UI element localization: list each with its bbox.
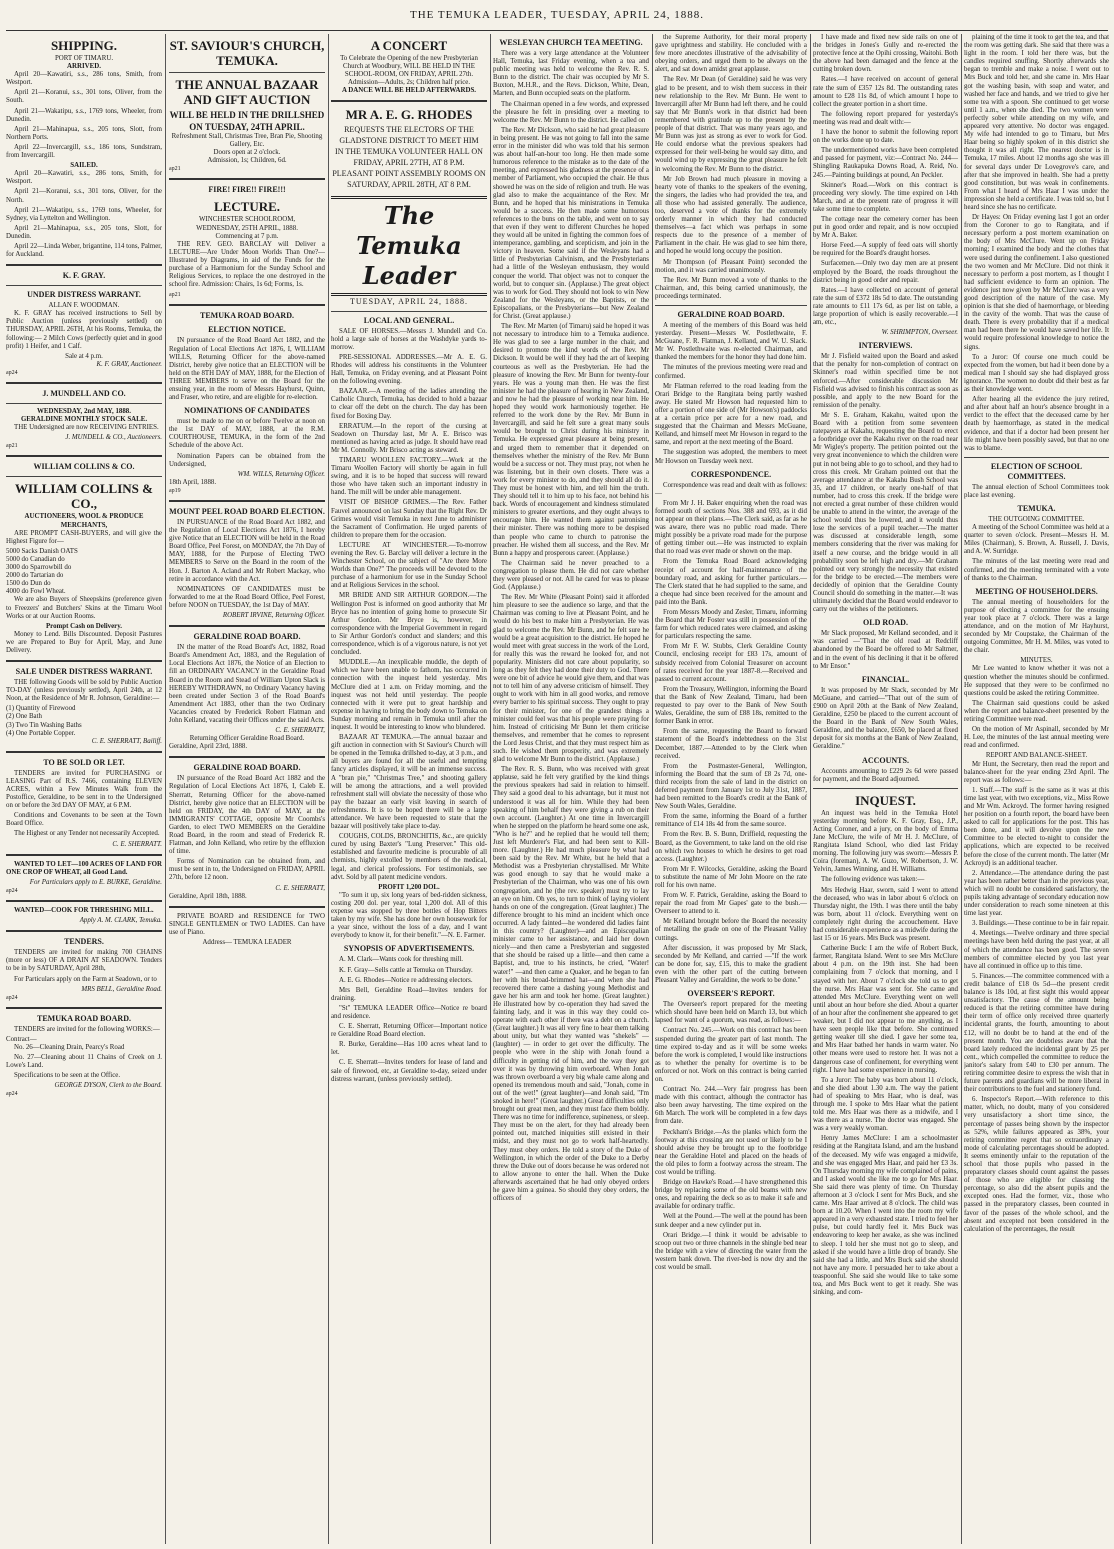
money-to-lend: Money to Lend. Bills Discounted. Deposit Pastures we are Prepared to Buy for April, May, and June Delivery. <box>6 630 162 654</box>
article-paragraph: The Rev. R. S. Bunn, who was received with great applause, said he felt very gratified by the kind things the previous speakers had said in relation to himself. They said a good deal to his advantage, but it must not understood it was all for him. While they had been speaking of him behalf they were giving a rub on their own account. (Laughter.) At one time in Invercargill when he stepped on the platform he heard some one ask, "Who is he?" and he replied that he would tell them; Just left Murderer's Flat, and had been sent to Kill-more. (Laughter.) He had much pleasure by what had been said by the Rev. Mr White, but he held that a Methodist was a Presbyterian chrystallised. Mr White was good enough to say that he would make a Presbyterian of the Chairman, who was one of his own congregation, and he (the rev. speaker) must try to lay an eye on him. Oh yes, to turn to think of laying violent hands on one of the congregation. (Great laughter.) The difference brought to his mind an incident which once occurred. A lady fainted—he wondered did ladies faint in this country? (Laughter)—and an Episcopalian minister came to her assistance, and laid her down nicely—and then came a Presbyterian and suggested that she should be raised up a little—and then came a Baptist, and, true to his instincts, he cried, "Water! water!" —and then came a Quaker, and he began to fan her with his broad-brimmed hat—and when she had recovered there came a dashing young Methodist and gave her his arm and took her home. (Great laughter.) He illustrated how by co-operation they had saved the fainting lady, and it was in this way they could co-operate with each other if there was a debt on a church. (Great laughter.) It was all very fine to hear them talking about unity, but what they wanted was "shekels" — (laughter) — in order to get over the difficulty. The people who were in the ship with Jonah found a difficulty in getting rid of him, and the way they got over it was by throwing him overboard. When Jonah was thrown overboard a very big whale came along and opened its tremendous mouth and said, "Jonah, come in out of the wet!" (great laughter)—and Jonah said, "I'm snoked in here!" (Great laughter.) Great difficulties only brought out great men, and they must face them boldly. There was no time for indifference, supineness, or sleep. They must be on the alert, for they had already been pointed out, matched iniquities still existed in their midst, and they must not go to work half-heartedly. They must obey orders. He told a story of the Duke of Wellington, in which the order of the Duke to a Derby threw the Duke out of doors because he was ordered not to allow anyone to enter the hall. When the Duke afterwards ascertained that he had only obeyed orders he gave him a guinea. So should they obey orders, the officers of <box>493 766 649 1203</box>
article-paragraph: The following report prepared for yesterday's meeting was read and dealt with:— <box>813 110 958 126</box>
article-paragraph: Henry James McClure: I am a schoolmaster residing at the Rangitata Island, and am the husband of the deceased. My wife was engaged a midwife, and she was engaged Mrs Haar, and paid her £3 3s. On Thursday morning my wife complained of pains, and I asked would she like me to go for Mrs Haar. She said there was plenty of time. On Thursday afternoon at 3 o'clock I sent for Mrs Buck, and she came. Mrs Haar arrived at 8 o'clock. The child was born at 10.20. When I went into the room my wife appeared in a very exhausted state. I tried to feel her pulse, but could hardly feel it. Mrs Buck was endeavoring to keep her awake, as she was inclined to sleep. I told her she must not go to sleep, and asked if she would have a little drop of brandy. She said she had a little, and Mrs Buck said she should not have any more. I persuaded her to take about a teaspoonful. She said she would like to take some tea, and Mrs Buck went to get it ready. She was sinking, and com- <box>813 1135 958 1297</box>
election-board: TEMUKA ROAD BOARD. <box>199 311 294 321</box>
article-paragraph: An inquest was held in the Temuka Hotel yesterday morning before K. F. Gray, Esq., J.P., Acting Coroner, and a jury, on the body of Emma Jane McClure, the wife of Mr H. J. McClure, of Rangitata Island School, who died last Friday morning. The following jury was sworn:—Messrs P. Coira (foreman), A. W. Guzo, W. Robertson, J. W. Yelvin, James Winning, and H. Williams. <box>813 809 958 874</box>
collins-item: 1500 do Dun do <box>6 580 51 588</box>
distress2-heading: SALE UNDER DISTRESS WARRANT. <box>15 667 153 677</box>
synopsis-list <box>331 956 487 1083</box>
article-paragraph: From the Rev. B. S. Bunn, Driffield, requesting the Board, as the Government, to take land on the old rise on which two houses to which he desires to get road access. (Laughter.) <box>655 831 807 863</box>
divider <box>6 285 162 286</box>
lecture-body: THE REV. GEO. BARCLAY will Deliver a LECTURE—Are Under Moon Worlds Than One?—Illustrated by Diagrams, in aid of the Funds for the purchase of a Harmonium for the Sunday School and Religious Services, to replace the one destroyed in the school fire. Admission: Chairs, 1s 6d; Forms, 1s. <box>169 240 325 289</box>
rhodes-place: IN THE TEMUKA VOLUNTEER HALL ON FRIDAY, APRIL 27TH, AT 8 P.M. <box>335 147 483 168</box>
distress2-item: (1) Quantity of Firewood <box>6 705 76 713</box>
article-paragraph: The Rev. Mr Dickson, who said he had great pleasure in being present. He was not going to fall into the same error in the minister did who was told that his sermon was about half-an-hour too long. He then made some humorous reference to the mistake as to the date of the meeting, and expressed his gladness at the presence of a member of Parliament, who occupied the chair. He thus showed he was on the side of religion and truth. He was glad also to make the acquaintance of the Rev. Mr Bunn, and he hoped that his ministrations in Temuka would be a success. He then made some humorous references to the buns on the table, and went on to say that even if they went to different Churches he hoped they would all be united in fighting the common foes of intemperance, gambling, and scepticism, and join in the victory in heaven. Some said if the Wesleyans had a little of Presbyterian Calvinism, and the Presbyterians had a little of the Wesleyan enthusiasm, they would conquer the world. That object was not to conquer the world, but to conquer sin. (Applause.) The great object was to work for God. They should not look to win New Zealand for the Wesleyans, or the Baptists, or the Episcopalians, or the Presbyterians—but New Zealand for Christ. (Great applause.) <box>493 126 649 320</box>
collins-item: 2000 do Tartarian do <box>6 572 64 580</box>
geraldine2-date: Geraldine, April 18th, 1888. <box>169 892 247 900</box>
divider <box>6 382 162 384</box>
column-divider <box>490 34 491 1544</box>
port-heading: PORT OF TIMARU. <box>54 55 114 62</box>
news-paragraph: MUDDLE.—An inexplicable muddle, the depth of which we have been unable to fathom, has occurred in connection with the inquest held yesterday. Mrs McClure died at 1 a.m. on Friday morning, and the inquest was not held until yesterday. The people connected with it were put to great hardship and expense in having to bring the body down to Temuka on Sunday morning and remain in Temuka until after the inquest. It would be interesting to know who blundered. <box>331 659 487 731</box>
election-heading: ELECTION OF SCHOOL COMMITTEES. <box>990 461 1083 481</box>
article-paragraph: A meeting of the School Committee was held at a quarter to seven o'clock. Present—Messrs H. M. Miles (Chairman), S. Brown, A. Russell, J. Davis, and A. W. Surridge. <box>964 524 1109 556</box>
lecture-heading: LECTURE. <box>213 199 281 215</box>
article-paragraph: Contract No. 245.—Work on this contract has been suspended during the greater part of last month. The time expired to-day and as it will be some weeks before the work is completed, I would like instructions as to whether the penalty for overtime is to be enforced or not. Work on this contract is being carried on. <box>655 1027 807 1083</box>
lecture-date: WEDNESDAY, 25TH APRIL, 1888. <box>196 224 298 232</box>
article-paragraph: From Mr J. H. Baker enquiring when the road was formed south of sections Nos. 388 and 693, as it did not appear on their plans.—The Clerk said, as far as he was aware, there was no public road made. There might possibly be a private road made for the purpose of getting timber out.—He was instructed to explain that no road was ever made or shown on the map. <box>655 499 807 556</box>
article-paragraph: The Rev. Mr White (Pleasant Point) said it afforded him pleasure to see the audience so large, and that the Chairman was coming to live at Pleasant Point, and he would do his best to make him a Presbyterian. He was glad to welcome the Rev. Mr Bunn, and he felt sure he would be a great acquisition to the district. He hoped he would meet with great success in the work of the Lord, for really this was the reward he looked for, and not popularity. Ministers did not care about popularity, so long as they felt they had done their duty to God. There were one bit of advice he would give them, and that was not to tell him of any adverse criticism of himself. They ought to work with him in all good works, and remove every barrier to his spiritual success. They ought to pray for their minister, for one of the grandest things a minister could feel was that his people were praying for him. Instead of criticising Mr Bunn let them criticise themselves, and remember that he comes to represent the Lord Jesus Christ, and that they must respect him as such. He wished them prosperity, and was extremely glad to welcome Mr Bunn to the district. (Applause.) <box>493 594 649 764</box>
article-paragraph: Peckham's Bridge.—As the planks which form the footway at this crossing are not used or likely to be I should advise they be brought up to the footbridge near the Geraldine Hotel and placed on the heads of the old piles to form a footway across the stream. The cost would be trifling. <box>655 1128 807 1176</box>
pleasant-point: PLEASANT POINT ASSEMBLY ROOMS ON SATURDAY, APRIL 28TH, AT 8 P.M. <box>332 169 486 190</box>
gray-signature: K. F. GRAY, Auctioneer. <box>96 360 162 368</box>
article-paragraph: A meeting of the members of this Board was held yesterday. Present—Messrs W. Postlethwaite, F. McGuane, F. R. Flatman, J. Kelland, and W. U. Slack. Mr W. Postlethwaite was re-elected Chairman, and thanked the members for the honor they had done him. <box>655 322 807 362</box>
peel-heading: MOUNT PEEL ROAD BOARD ELECTION. <box>169 507 325 516</box>
news-paragraph: ERRATUM.—In the report of the cursing at Seadown on Thursday last, Mr A. E. Brisco was mentioned as having acted as judge. It should have read Mr M. Connolly. Mr Brisco acting as steward. <box>331 422 487 454</box>
article-paragraph: Rates.—I have collected on account of general rate the sum of £372 18s 5d to date. The outstanding rate amounts to £11 17s 6d, as per list on table, a large proportion of which is easily recoverable.—I am, etc., <box>813 286 958 327</box>
divider <box>169 906 325 908</box>
article-paragraph: The minutes of the previous meeting were read and confirmed. <box>655 364 807 380</box>
concert-heading: A CONCERT <box>370 38 448 53</box>
sherratt-office: Returning Officer Geraldine Road Board. <box>189 735 305 743</box>
geraldine-board-heading: GERALDINE ROAD BOARD. <box>193 632 301 642</box>
distress2-item: (3) Two Tin Washing Baths <box>6 721 82 729</box>
divider <box>6 854 162 856</box>
news-paragraph: "To sum it up, six long years of bed-ridden sickness, costing 200 dol. per year, total 1,200 dol. All of this expense was stopped by three bottles of Hop Bitters taken by my wife. She has done her own housework for a year since, without the loss of a day, and I want everybody to know it, for their benefit."—N. E. Farmer. <box>331 891 487 940</box>
wanted-let-apply: For Particulars apply to E. BURKE, Geraldine. <box>29 878 162 886</box>
collins-skins: We are also Buyers of Sheepskins (preference given to Freezers' and Butchers' Skins at the Timaru Wool Works or at our Auction Rooms. <box>6 596 162 620</box>
ad-code: ap24 <box>6 369 18 376</box>
lecture-place: WINCHESTER SCHOOLROOM, <box>198 216 296 224</box>
column-2-notices <box>169 34 325 1544</box>
divider <box>331 311 487 312</box>
article-paragraph: The Rev. Mr Bunn moved a vote of thanks to the Chairman, and, this being carried unanimously, the proceedings terminated. <box>655 276 807 300</box>
divider <box>813 788 958 789</box>
divider <box>169 72 325 73</box>
private-address: Address— TEMUKA LEADER <box>202 939 292 947</box>
mundell-date: WEDNESDAY, 2nd MAY, 1888. <box>37 408 131 415</box>
arrival-item: April 22—Invercargill, s.s., 186 tons, Sundstram, from Invercargill. <box>6 143 162 160</box>
article-paragraph: Dr Hayes: On Friday evening last I got an order from the Coroner to go to Rangitata, and if necessary perform a post mortem examination on the body of Mrs McClure. Went up on Friday morning; I examined the body and the clothes that were used during the confinement. I also questioned the two women and Mr McClure. Did not think it necessary to perform a post mortem, as I thought I had sufficient evidence to form an opinion. The evidence just now given by Mr McClure was a very good description of the nature of the case. My opinion is that she died of haemorrhage, or bleeding in the cavity of the womb. That was the cause of death. There is every probability that if a medical man had been there he would have saved her life. It would require professional knowledge to notice the signs. <box>964 214 1109 351</box>
overseer-heading: OVERSEER'S REPORT. <box>687 989 775 999</box>
article-paragraph: 2. Attendance.—The attendance during the past year has been rather better than in the previous year, which will no doubt be considered satisfactory, the pupils taking advantage of secondary education now under consideration to reach some nineteen at this time last year. <box>964 869 1109 918</box>
divider <box>6 455 162 457</box>
synopsis-item: A. M. Clark—Wants cook for threshing mill. <box>339 956 464 964</box>
bazaar-body: WILL BE HELD IN THE DRILLSHED ON TUESDAY, 24TH APRIL. <box>169 110 325 132</box>
ad-code: ap21 <box>169 166 181 173</box>
bazaar-stalls: Refreshment Stall, Christmas Tree, Bran Pie, Shooting Gallery, Etc. <box>171 133 323 149</box>
divider <box>6 930 162 932</box>
article-paragraph: Bridge on Hawke's Road.—I have strengthened this bridge by replacing some of the old beams with new ones, and repairing the deck so as to make it safe and available for ordinary traffic. <box>655 1179 807 1211</box>
geraldine-body: IN the matter of the Road Board's Act, 1882, Road Board's Amendment Act, 1883, and the Regulation of Local Elections Act 1876, the Notice of an Election to fill an ORDINARY VACANCY in the Geraldine Road Board in the Room and Stead of William Upton Slack is HEREBY WITHDRAWN, no Ordinary Vacancy having been created under Section 3 of the Road Board's Amendment Act 1883, other than the two Ordinary Vacancies created by Frederick Robert Flatman and John Kelland, vacating their Offices under the said Acts. <box>169 644 325 724</box>
article-paragraph: From W. F. Patrick, Geraldine, asking the Board to repair the road from Mr Gapes' gate to the bush.—Overseer to attend to it. <box>655 892 807 916</box>
divider <box>6 900 162 902</box>
news-paragraph: BAZAAR.—A meeting of the ladies attending the Catholic Church, Temuka, has decided to hold a bazaar to clear off the debt on the church. The day has been fixed for Boxing Day. <box>331 388 487 420</box>
arrival-item: April 21—Mahinapua, s.s., 205 tons, Slott, from Northern Ports. <box>6 125 162 141</box>
synopsis-item: K. F. Gray—Sells cattle at Temuka on Thursday. <box>339 966 473 974</box>
sailed-heading: SAILED. <box>70 162 98 170</box>
nominations-papers: Nomination Papers can be obtained from the Undersigned, <box>169 452 325 468</box>
sailing-item: April 21—Wakatipu, s.s., 1769 tons, Wheeler, for Sydney, via Lyttelton and Wellington. <box>6 206 162 222</box>
collins-body: ARE PROMPT CASH-BUYERS, and will give the Highest Figure for— <box>6 529 162 545</box>
news-paragraph: SALE OF HORSES.—Messrs J. Mundell and Co. hold a large sale of horses at the Washdyke yards to-morrow. <box>331 327 487 351</box>
concert-dance: A DANCE WILL BE HELD AFTERWARDS. <box>341 87 477 95</box>
shrimpton-signature: W. SHRIMPTON, Overseer. <box>881 329 958 337</box>
article-paragraph: Surfacemen.—Only two day men are at present employed by the Board, the roads throughout the district being in good order and repair. <box>813 260 958 284</box>
ad-code: ap21 <box>6 443 18 450</box>
local-paragraphs <box>331 328 487 941</box>
sherratt-date: Geraldine, April 23rd, 1888. <box>169 743 248 751</box>
roadboard-signature: GEORGE DYSON, Clerk to the Board. <box>54 1082 162 1090</box>
roadboard-spec: Specifications to be seen at the Office. <box>14 1072 121 1080</box>
article-paragraph: The cottage near the cemetery corner has been put in good order and repair, and is now occupied by Mr A. Baker. <box>813 215 958 240</box>
divider <box>655 305 807 306</box>
tenders-more: For Particulars apply on the Farm at Seadown, or to <box>14 975 157 983</box>
article-paragraph: 4. Meetings.—Twelve ordinary and three special meetings have been held during the past year, at all of which the attendance has been good. The seven members of committee elected by you last year have all continued in office up to this time. <box>964 930 1109 970</box>
article-paragraph: The Chairman opened in a few words, and expressed the pleasure he felt in presiding over a meeting to welcome the Rev. Mr Bunn to the district. He called on <box>493 100 649 124</box>
article-paragraph: Correspondence was read and dealt with as follows:— <box>655 481 807 497</box>
sailing-item: April 21—Mahinapua, s.s., 205 tons, Slott, for Dunedin. <box>6 224 162 240</box>
gray-banner: K. F. GRAY. <box>62 271 106 281</box>
divider <box>331 100 487 102</box>
mundell-banner: J. MUNDELL AND CO. <box>42 389 126 398</box>
sailing-item: April 20—Kawatiri, s.s., 286 tons, Smith, for Westport. <box>6 170 162 186</box>
divider <box>6 476 162 477</box>
minutes-heading: MINUTES. <box>1020 657 1053 665</box>
article-paragraph: The Overseer's report prepared for the meeting which should have been held on March 13, but which lapsed for want of a quorum, was read, as follows:— <box>655 1001 807 1025</box>
divider <box>169 625 325 627</box>
distress2-signature: C. E. SHERRATT, Bailiff. <box>91 737 162 745</box>
roadboard-contract: Contract— <box>6 1035 37 1043</box>
tenders-body: TENDERS are invited for making 700 CHAINS (more or less) OF A DRAIN AT SEADOWN. Tenders to be in by SATURDAY, April 28th, <box>6 949 162 973</box>
top-rule <box>6 30 1108 31</box>
article-paragraph: The annual meeting of householders for the purpose of electing a committee for the ensuing year took place at 7 o'clock. There was a large attendance, and on the motion of Mr Hayhurst, seconded by Mr Coupstake, the Chairman of the outgoing Committee, Mr H. M. Miles, was voted to the chair. <box>964 598 1109 655</box>
article-paragraph: The annual election of School Committees took place last evening. <box>964 483 1109 499</box>
cook-apply: Apply A. M. CLARK, Temuka. <box>79 917 162 925</box>
irvine-signature: ROBERT IRVINE, Returning Officer. <box>222 612 325 620</box>
collins-item: 5000 do Canadian do <box>6 555 65 563</box>
concert-admission: Admission—Adults, 2s; Children half price. <box>347 79 471 87</box>
news-paragraph: MR BRIDE AND SIR ARTHUR GORDON.—The Wellington Post is informed on good authority that Mr Bryce has no intention of going home to prosecute Sir Arthur Gordon. Mr Bryce is, however, in correspondence with the Imperial Government in regard to Sir Arthur Gordon's conduct and slanders; and this correspondence, which is of a vigorous nature, is not yet concluded. <box>331 592 487 657</box>
bazaar-heading: THE ANNUAL BAZAAR AND GIFT AUCTION <box>175 77 319 107</box>
article-paragraph: 3. Buildings.—These continue to be in fair repair. <box>972 920 1109 928</box>
news-paragraph: VISIT OF BISHOP GRIMES.—The Rev. Father Fauvel announced on last Sunday that the Right Rev. Dr Grimes would visit Temuka in next June to administer the Sacrament of Confirmation. He urged parents of children to prepare them for the occasion. <box>331 499 487 539</box>
arrivals-list <box>6 71 162 160</box>
article-paragraph: After hearing all the evidence the jury retired, and after about half an hour's absence brought in a verdict to the effect that the deceased came by her death by haemorrhage, as stated in the medical evidence, and that if a doctor had been present her life might have been possibly saved, but that no one was to blame. <box>964 396 1109 452</box>
news-paragraph: LECTURE AT WINCHESTER.—To-morrow evening the Rev. G. Barclay will deliver a lecture in the Winchester School, on the subject of "Are there More Worlds than One?" The proceeds will be devoted to the purchase of a harmonium for use in the Sunday School and at Religious Services in the school. <box>331 541 487 590</box>
let-heading: TO BE SOLD OR LET. <box>43 757 125 767</box>
old-road-heading: OLD ROAD. <box>863 618 908 628</box>
geraldine2-body: IN pursuance of the Road Board Act 1882 and the Regulation of Local Elections Act 1876, I, Caleb E. Sherratt, Returning Officer for the above-named District, hereby give notice that an ELECTION will be held on FRIDAY, the 4th DAY of MAY, at the IMMIGRANTS' COTTAGE, opposite Mr Coombs's Garden, to elect TWO MEMBERS on the Geraldine Road Board, in the room and stead of Frederick R. Flatman, and John Kelland, who retire by the effluxion of time. <box>169 775 325 856</box>
arrival-item: April 21—Koranui, s.s., 301 tons, Oliver, from the South. <box>6 89 162 105</box>
collins-item: 5000 Sacks Danish OATS <box>6 547 78 555</box>
article-paragraph: 1. Staff.—The staff is the same as it was at this time last year, with two exceptions, viz., Miss Rowe and Mr Wm. Ackroyd. The former having resigned her position on a fourth report, the board have been asked to call for applications for the post. This has been done, and it will devolve upon the new Committee to be elected to-night to consider the applications, which are expected to be received before the close of the current month. The latter (Mr Ackroyd) is an additional teacher. <box>964 786 1109 867</box>
inquest-heading: INQUEST. <box>855 792 916 808</box>
news-paragraph: COUGHS, COLDS, BRONCHITIS, &c., are quickly cured by using Baxter's "Lung Preserver." This old-established and favourite medicine is procurable of all chemists, highly extolled by members of the medical, legal, and clerical professions. For testimonials, see advt. Sold by all patent medicine vendors. <box>331 833 487 881</box>
wanted-let: WANTED TO LET—100 ACRES OF LAND FOR ONE CROP OF WHEAT, all Good Land. <box>6 860 162 876</box>
householders-heading: MEETING OF HOUSEHOLDERS. <box>975 586 1098 596</box>
church-heading: ST. SAVIOUR'S CHURCH, TEMUKA. <box>169 38 325 68</box>
divider <box>169 500 325 502</box>
article-paragraph: Accounts amounting to £229 2s 6d were passed for payment, and the Board adjourned. <box>813 767 958 783</box>
ad-code: ap19 <box>169 487 181 494</box>
wills-date: 18th April, 1888. <box>169 478 217 486</box>
article-paragraph: Mr Hunt, the Secretary, then read the report and balance-sheet for the year ending 23rd April. The report was as follows:— <box>964 760 1109 784</box>
running-head-text: THE TEMUKA LEADER, TUESDAY, APRIL 24, 1888. <box>410 9 704 21</box>
prompt-cash: Prompt Cash on Delivery. <box>45 622 123 630</box>
collins-item: 3000 do Sparrowbill do <box>6 564 72 572</box>
article-paragraph: the Supreme Authority, for their moral property gave uprightness and stability. He concluded with a few more anecdotes illustrative of the advisability of obeying orders, and urged them to be always on the alert, and sat down amidst great applause. <box>655 34 807 74</box>
article-paragraph: To a Juror: The baby was born about 11 o'clock, and she died about 1.30 a.m. The way the patient had of speaking to Mrs Haar, who is deaf, was through me. I spoke to Mrs Haar what the patient told me. Mrs Haar was there as a midwife, and I was there as a nurse. The doctor was engaged. She was a very weakly woman. <box>813 1076 958 1133</box>
synopsis-heading: SYNOPSIS OF ADVERTISEMENTS. <box>343 944 475 954</box>
article-paragraph: 6. Inspector's Report.—With reference to this matter, which, no doubt, many of you considered very unsatisfactory a short time since, the percentage of passes being shown by the inspector as 52%, while failures appeared as 38%, your retiring committee regret that so extraordinary a mode of calculating percentages should be adopted. It seems eminently unfair to the reputation of the school that those pupils who passed in the preparatory classes should count against the passes of those who are eligible for classing the percentage, so also did the absent pupils and the excepted ones. Had the former, viz., those who passed in the preparatory classes, been counted in favor of the passes of the whole school, and the absent and excepted not been considered in the calculation of the percentages, the result <box>964 1096 1109 1233</box>
tenders-signature: MRS BELL, Geraldine Road. <box>81 985 162 993</box>
article-paragraph: Mr Slack proposed, Mr Kelland seconded, and it was carried —"That the old road at Redcliff abandoned by the Board be offered to Mr Saltmer, and in the event of his declining it that it be offered to Mr Ensor." <box>813 630 958 670</box>
bazaar-doors: Doors open at 2 o'clock. <box>213 149 281 157</box>
column-5-road-board <box>655 34 807 1544</box>
divider <box>6 660 162 662</box>
arrived-heading: ARRIVED. <box>67 63 101 71</box>
nominations-body: must be made to me on or before Twelve at noon on the 1st DAY of MAY, 1888, at the R.M. COURTHOUSE, TEMUKA, in the form of the 2nd Schedule of the above Act. <box>169 418 325 450</box>
article-paragraph: Skinner's Road.—Work on this contract is proceeding very slowly. The time expired on 14th March, and at the present rate of progress it will take some time to complete. <box>813 181 958 213</box>
article-paragraph: plaining of the time it took to get the tea, and that the room was getting dark. She said that there was a light in the room. I told her there was, but the candles required snuffing. Shortly afterwards she began to tremble and make a noise. I went out to Mrs Buck and told her, and she came in. Mrs Haar got the washing basin, with soap and water, and washed her face and hands, and we tried to give her some tea with a spoon. She continued to get worse until 1 a.m., when she died. The two women were perfectly sober while attending on my wife, and appeared very attentive. No doctor was engaged. My wife had intended to go to Timaru, but Mrs Haar being so highly spoken of in this district she thought it was all right. The nearest doctor is in Temuka, 17 miles. About 12 months ago she was ill for several days under Dr Lovegrove's care, and after that she improved in health. She had a pretty good constitution, but was weak in confinements. From what I heard of Mrs Haar I was under the impression she held a certificate. I was told so, but I heard since she has no certificate. <box>964 34 1109 211</box>
article-paragraph: From the Temuka Road Board acknowledging receipt of account for half-maintenance of the boundary road, and asking for further particulars.—The Clerk stated that he had supplied to the same, and a cheque had since been received for the amount and paid into the Bank. <box>655 558 807 606</box>
nominations-heading: NOMINATIONS OF CANDIDATES <box>184 406 310 416</box>
synopsis-item: R. Burke, Geraldine—Has 100 acres wheat land to let. <box>331 1041 487 1057</box>
geraldine-board-heading-2: GERALDINE ROAD BOARD. <box>193 763 301 773</box>
column-divider <box>810 34 811 1544</box>
collins-title: WILLIAM COLLINS & CO., <box>15 481 153 512</box>
article-paragraph: The following evidence was taken:— <box>821 876 925 884</box>
fire-heading: FIRE! FIRE!! FIRE!!! <box>208 185 286 195</box>
collins-subtitle: AUCTIONEERS, WOOL & PRODUCE MERCHANTS, <box>24 513 144 529</box>
column-4-wesleyan-meeting <box>493 34 649 1544</box>
article-paragraph: Horse Feed.—A supply of feed oats will shortly be required for the Board's draught horses. <box>813 242 958 258</box>
distress-heading: UNDER DISTRESS WARRANT. <box>27 290 141 300</box>
column-3-local-news <box>331 34 487 1544</box>
article-paragraph: Rates.—I have received on account of general rate the sum of £357 12s 8d. The outstanding rates amount to £28 11s 8d, of which amount I hope to collect the greater portion in a short time. <box>813 76 958 108</box>
article-paragraph: The Rev. Mr Dean (of Geraldine) said he was very glad to be present, and to wish them success in their new relationship to the Rev. Mr Bunn. He went to Invercargill after Mr Bunn had left there, and he could say that Mr Bunn's work in that district had been remembered with gratitude up to the present by the people of that district. That was many years ago, and Mr Bunn was just as strong as ever to work for God. He could endorse what the previous speakers had expressed for their well-being he would say ditto, and would wind up by expressing the great pleasure he felt in welcoming the Rev. Mr Bunn to the district. <box>655 76 807 173</box>
column-divider <box>961 34 962 1544</box>
peel-nominations: NOMINATIONS OF CANDIDATES must be forwarded to me at the Road Board Office, Peel Forest, before NOON on TUESDAY, the 1st Day of MAY. <box>169 585 325 609</box>
accounts-heading: ACCOUNTS. <box>862 755 909 765</box>
synopsis-item: "St" TEMUKA LEADER Office—Notice re board and residence. <box>331 1004 487 1020</box>
column-divider <box>328 34 329 1544</box>
article-paragraph: On the motion of Mr Aspinall, seconded by Mr H. Lee, the minutes of the last annual meeting were read and confirmed. <box>964 726 1109 750</box>
outgoing-heading: THE OUTGOING COMMITTEE. <box>988 515 1085 523</box>
article-paragraph: I have the honor to submit the following report on the works done up to date. <box>813 129 958 145</box>
let-signature: C. E. SHERRATT. <box>112 840 162 848</box>
mundell-signature: J. MUNDELL & CO., Auctioneers. <box>65 434 162 442</box>
news-paragraph: BAZAAR AT TEMUKA.—The annual bazaar and gift auction in connection with St Saviour's Church will be opened in the Temuka drillshed to-day, at 3 p.m., and all buyers are found for all the useful and tempting fancy articles displayed, it will be an immense success. A "bran pie," "Christmas Tree," and shooting gallery will be among the attractions, and a well provided refreshment stall will obviate the necessity of those who pay the bazaar an early visit leaving in search of refreshments. It is to be hoped there will be a large attendance. We have been requested to state that the bazaar will positively take place to-day. <box>331 734 487 831</box>
roadboard-heading: TEMUKA ROAD BOARD. <box>36 1013 131 1023</box>
report-heading: REPORT AND BALANCE-SHEET. <box>985 752 1088 760</box>
article-paragraph: Mr S. E. Graham, Kakahu, waited upon the Board with a petition from some seventeen ratepayers at Kakahu, requesting the Board to erect a footbridge over the Kakahu river on the road near Mr Wigley's property. The petition pointed out the very great inconvenience to which the children were put in not being able to go to school, and they had to cross this creek. Mr Graham pointed out that the average attendance at the Kakahu Bush School was 35, and 17 children, or nearly one-half of that number, had to cross this creek. If the bridge were not erected a great number of these children would be unable to attend in the winter, the average of the school would thus be lowered, and it would thus lose the services of a pupil teacher.—The matter was discussed at considerable length, some members considering that the river was making for itself a new course, and the bridge would in all probability soon be left high and dry.—Mr Graham pointed out very strongly the necessity that existed for the bridge to be erected.—The members were decidedly of opinion that the Geraldine County Council should do something in the matter.—It was ultimately decided that the Board would endeavor to carry out the wishes of the petitioners. <box>813 411 958 614</box>
article-paragraph: Mr Lee wanted to know whether it was not a question whether the minutes should be confirmed. He supposed that they were to be confirmed no questions could be asked the retiring Committee. <box>964 665 1109 697</box>
private-board: PRIVATE BOARD and RESIDENCE for TWO SINGLE GENTLEMEN or TWO LADIES. Can have use of Piano. <box>169 912 325 936</box>
mundell-stock-sale: GERALDINE MONTHLY STOCK SALE. <box>20 416 148 424</box>
sailing-item: April 21—Koranui, s.s., 301 tons, Oliver, for the North. <box>6 188 162 204</box>
geraldine2-forms: Forms of Nomination can be obtained from, and must be sent in to, the Undersigned on FRIDAY, APRIL 27th, before 12 noon. <box>169 858 325 882</box>
roadboard-item: No. 26—Cleaning Drain, Pearcy's Road <box>14 1043 125 1051</box>
woodman-line: ALLAN F. WOODMAN. <box>48 302 120 310</box>
collins-item: 4000 do Fowl Wheat. <box>6 588 66 596</box>
collins-banner: WILLIAM COLLINS & CO. <box>33 462 135 472</box>
geraldine-road-board-heading: GERALDINE ROAD BOARD. <box>677 310 785 319</box>
tenders-heading: TENDERS. <box>64 937 104 947</box>
news-paragraph: PROFIT 1,200 DOL. <box>378 883 440 891</box>
article-paragraph: From the Treasury, Wellington, informing the Board that the Bank of New Zealand, Timaru, had been requested to pay over to the Bank of New South Wales, Geraldine, the sum of £88 18s, remitted to the former Bank in error. <box>655 685 807 726</box>
article-paragraph: 5. Finances.—The committee commenced with a credit balance of £18 0s 5d—the present credit balance is 18s 10d, at first sight this would appear unsatisfactory. The cause of the amount being reduced is that the retiring committee have during their term of office only received three quarterly incidental grants, the fourth, amounting to about £12, will no doubt be to hand at the end of the present month. You are doubtless aware that the board lately reduced the incidental grant by 25 per cent., which compelled the committee to reduce the janitor's salary from £40 to £30 per annum. The retiring committee desire to express the wish that in future parents and guardians will be more liberal in their contributions to the fuel and stationery fund. <box>964 972 1109 1094</box>
divider <box>6 264 162 266</box>
divider <box>169 178 325 180</box>
sailings-list <box>6 170 162 259</box>
arrival-item: April 20—Kawatiri, s.s., 286 tons, Smith, from Westport. <box>6 71 162 87</box>
article-paragraph: From the Postmaster-General, Wellington, informing the Board that the sum of £8 2s 7d, one-third receipts from the sale of land in the district on deferred payment from January 1st to July 31st, 1887, had been remitted to the Board's credit at the Bank of New South Wales, Geraldine. <box>655 762 807 811</box>
peel-body: IN PURSUANCE of the Road Board Act 1882, and the Regulation of Local Elections Act 1876, I hereby give Notice that an ELECTION will be held in the Road Board Office, Peel Forest, on MONDAY, the 7th Day of MAY, 1888, for the Purpose of Electing TWO MEMBERS to Serve on the Board in the room of the Hon. J. Barton A. Acland and Mr Robert Mackay, who retire in accordance with the Act. <box>169 519 325 583</box>
distress2-body: THE following Goods will be sold by Public Auction TO-DAY (unless previously settled), April 24th, at 12 Noon, at the Residence of Mr R. Johnson, Geraldine:— <box>6 679 162 703</box>
let-body: TENDERS are invited for PURCHASING or LEASING Part of R.S. 7466, containing ELEVEN ACRES, within a Few Minutes Walk from the Postoffice, Geraldine, to be sent in to the Undersigned on or before the 3rd DAY OF MAY, at 6 P.M. <box>6 769 162 810</box>
ad-code: ap24 <box>6 1091 18 1098</box>
shipping-heading: SHIPPING. <box>50 38 118 53</box>
correspondence-heading: CORRESPONDENCE. <box>690 469 772 479</box>
concert-body: To Celebrate the Opening of the new Presbyterian Church at Woodbury, WILL BE HELD IN THE SCHOOL-ROOM, ON FRIDAY, APRIL 27th. <box>340 55 478 79</box>
running-head <box>0 0 1114 30</box>
article-paragraph: Catherine Buck: I am the wife of Robert Buck, farmer, Rangitata Island. Went to see Mrs McClure about 4 p.m. on the 19th inst. She had been complaining from 7 o'clock that morning, and I stayed with her. About 7 o'clock she told us to get the nurse. Mrs Haar was sent for. She came and attended Mrs McClure. Everything went on well until about an hour before she died. About a quarter of an hour after the confinement she appeared to get weaker, but I did not appear to me anything, as I have seen people like that before. She continued getting weaker till she died. I gave her some tea, and Mrs Haar bathed her hands in warm water. No other means were used to restore her. It was not a dangerous case of confinement, for everything went right. I have had some experience in nursing. <box>813 945 958 1074</box>
bazaar-admission: Admission, 1s; Children, 6d. <box>207 157 287 165</box>
synopsis-item: Mrs Bell, Geraldine Road—Invites tenders for draining. <box>331 986 487 1002</box>
article-paragraph: The Rev. Mr Marten (of Timaru) said he hoped it was not necessary to introduce him to a Temuka audience. He was glad to see a large number in the chair, and desired to promote the kind words of the Rev. Mr Dickson. It would be well if they had the art of keeping courteous as well as the Presbyterian. He had the pleasure of knowing the Rev. Mr Bunn for twenty-four years. He was a young man then. He was the first minister he had the pleasure of hearing in New Zealand, and now he had the pleasure of working near him. He hoped they would work harmoniously together. He referred to the work done by the Rev. Mr Bunn in Invercargill, and said he felt sure a great many souls would be brought to Christ during his ministry in Temuka. He expressed great pleasure at being present, and urged them to remember that it depended on themselves whether the ministry of the Rev. Mr Bunn would be a success or not. They must pray, not when he was listening, but in their own closets. There was a work for every minister to do, and they should all do it. They must be honest with him, and tell him the truth. They should tell it to him up to his face, not behind his back. Words of encouragement and kindness stimulated ministers to greater exertions, and they ought always to encourage him. He wanted them against patronising their minister. There was nothing more to be despised than people who came to church to patronise the preacher. He wished them all success, and the Rev. Mr Bunn a happy and prosperous career. (Applause.) <box>493 323 649 557</box>
gray-sale-time: Sale at 4 p.m. <box>65 352 103 360</box>
ad-code: ap24 <box>6 994 18 1001</box>
divider <box>6 751 162 753</box>
divider <box>169 304 325 306</box>
article-paragraph: Mrs Hedwig Haar, sworn, said I went to attend the deceased, who was in labor about 6 o'clock on Thursday night, the 19th. I was there until the baby was born, about 11 o'clock. Everything went on completely right during the accouchement. Have had considerable experience as a midwife during the last 15 or 16 years. Mrs Buck was present. <box>813 886 958 943</box>
local-heading: LOCAL AND GENERAL. <box>363 315 455 325</box>
column-divider <box>652 34 653 1544</box>
article-paragraph: The undermentioned works have been completed and passed for payment, viz:—Contract No. 244—Shingling Raukapuka Downs Road, A. Reid, No. 245.—Painting buildings at pound, An Peckler. <box>813 147 958 179</box>
article-paragraph: From Messrs Moody and Zesler, Timaru, informing the Board that Mr Foster was still in possession of the farm for which reduced rates were claimed, and asking for particulars respecting the same. <box>655 609 807 641</box>
article-paragraph: Well at the Pound.—The well at the pound has been sunk deeper and a new cylinder put in. <box>655 1213 807 1229</box>
synopsis-item: C. E. Sherratt—Invites tenders for lease of land and sale of firewood, etc, at Geraldine to-day, seized under distress warrant, (unless previously settled). <box>331 1059 487 1083</box>
article-paragraph: Mr Flatman referred to the road leading from the Orari Bridge to the Rangitata being partly washed away. He stated Mr Howson had requested him to offer a portion of one side of (Mr Howson's) paddocks at a certain price per acre for a new road, and suggested that the Chairman and Messrs McGuane, Kelland, and himself meet Mr Howson in regard to the same, and report at the next meeting of the Board. <box>655 382 807 447</box>
news-paragraph: TIMARU WOOLLEN FACTORY.—Work at the Timaru Woollen Factory will shortly be again in full swing, and it is to be hoped that success will reward those who have taken such an important industry in hand. The mill will be under able management. <box>331 456 487 497</box>
article-paragraph: Contract No. 244.—Very fair progress has been made with this contract, although the contractor has also been away harvesting. The time expired on the 6th March. The work will be completed in a few days from date. <box>655 1086 807 1126</box>
lecture-time: Commencing at 7 p.m. <box>215 232 279 240</box>
collins-items <box>6 548 162 597</box>
column-7-school-committees <box>964 34 1109 1544</box>
interviews-heading: INTERVIEWS. <box>858 341 913 351</box>
article-paragraph: From Mr F. Wilcocks, Geraldine, asking the Board to substitute the name of Mr John Moore on the rate roll for his own name. <box>655 865 807 889</box>
column-6-inquest <box>813 34 958 1544</box>
divider <box>6 403 162 404</box>
cook-heading: WANTED—COOK FOR THRESHING MILL. <box>14 907 154 915</box>
article-paragraph: It was proposed by Mr Slack, seconded by Mr McGuane, and carried—"That out of the sum of £900 on April 20th at the Bank of New Zealand, Geraldine, £250 be placed to the current account of the Board in the Bank of New South Wales, Geraldine, and the balance, £650, be placed at fixed deposit for six months at the Bank of New Zealand, Geraldine." <box>813 686 958 751</box>
temuka-heading: TEMUKA. <box>1017 503 1056 513</box>
wills-signature: WM. WILLS, Returning Officer. <box>237 470 325 478</box>
election-heading: ELECTION NOTICE. <box>208 325 286 335</box>
let-conditions: Conditions and Covenants to be seen at the Town Board Office. <box>6 812 162 828</box>
divider <box>964 457 1109 458</box>
election-body: IN pursuance of the Road Board Act 1882, and the Regulation of Local Elections Act 1876, I, WILLIAM WILLS, Returning Officer for the above-named District, hereby give notice that an ELECTION will be held on the 8TH DAY of MAY, 1888, for the Election of THREE MEMBERS to serve on the Board for the ensuing year, in the room of Messrs Hayhurst, Quinn, and Fraser, who retire, and are eligible for re-election. <box>169 337 325 402</box>
wesleyan-heading: WESLEYAN CHURCH TEA MEETING. <box>499 38 643 47</box>
article-paragraph: Orari Bridge.—I think it would be advisable to scoop out two or three channels in the shingle bed near the bridge with a view of directing the water from the western bank down. The river-bed is now dry and the cost would be small. <box>655 1231 807 1272</box>
news-paragraph: PRE-SESSIONAL ADDRESSES.—Mr A. E. G. Rhodes will address his constituents in the Volunteer Hall, Temuka, on Friday evening, and at Pleasant Point on the following evening. <box>331 353 487 386</box>
rhodes-request: REQUESTS THE ELECTORS OF THE GLADSTONE DISTRICT TO MEET HIM <box>339 125 479 146</box>
article-paragraph: Mr Kelland brought before the Board the necessity of metalling the grade on one of the Pleasant Valley cuttings. <box>655 918 807 942</box>
article-paragraph: The Chairman said he never preached to a congregation to please them. He did not care whether they were pleased or not. All he cared for was to please God. (Applause.) <box>493 559 649 592</box>
ad-code: ap21 <box>169 292 181 299</box>
divider <box>169 756 325 758</box>
sherratt-signature: C. E. SHERRATT, <box>275 727 325 735</box>
ad-code: ap24 <box>6 887 18 894</box>
financial-heading: FINANCIAL. <box>861 674 910 684</box>
article-paragraph: There was a very large attendance at the Volunteer Hall, Temuka, last Friday evening, when a tea and public meeting was held to welcome the Rev. R. S. Bunn to the district. The chair was occupied by Mr S. Buxton, M.H.R., and the Revs. Dickson, White, Dean, Marten, and Bunn occupied seats on the platform. <box>493 50 649 98</box>
article-paragraph: From the same, requesting the Board to forward statement of the Board's indebtedness on the 31st December, 1887.—Attended to by the Clerk when received. <box>655 728 807 760</box>
mundell-body: THE Undersigned are now RECEIVING ENTRIES. <box>14 424 159 432</box>
rhodes-heading: MR A. E. G. RHODES <box>345 107 473 123</box>
sherratt-signature-2: C. E. SHERRATT, <box>275 884 325 892</box>
article-paragraph: Mr Job Brown had much pleasure in moving a hearty vote of thanks to the speakers of the evening, the singers, the ladies who had provided the tea, and all those who had assisted generally. The audience, too, deserved a vote of thanks for the extremely orderly manner in which they had conducted themselves—a fact which was perhaps in some respects due to the presence of a member of Parliament in the chair. He was glad to see him there, and hoped he would long occupy the position. <box>655 175 807 256</box>
article-paragraph: From the same, informing the Board of a further remittance of £14 18s 4d from the same source. <box>655 813 807 829</box>
issue-date: TUESDAY, APRIL 24, 1888. <box>350 297 468 307</box>
article-paragraph: After discussion, it was proposed by Mr Slack, seconded by Mr Kelland, and carried —"If the work can be done for, say, £15, this to make the gradient even with the other part of the cutting between Pleasant Valley and Geraldine, the work to be done." <box>655 944 807 985</box>
article-paragraph: Mr J. Fisfield waited upon the Board and asked that the penalty for non-completion of contract on Skinner's road within specified time be not enforced.—After considerable discussion Mr Fisfield was advised to finish his contract as soon as possible, and apply to the new Board for the remission of the penalty. <box>813 353 958 409</box>
distress2-item: (2) One Bath <box>6 713 42 721</box>
newspaper-nameplate: The Temuka Leader <box>331 196 487 296</box>
column-divider <box>165 34 166 1544</box>
synopsis-item: A. E. G. Rhodes—Notice re addressing electors. <box>339 976 473 984</box>
gray-body: K. F. GRAY has received instructions to Sell by Public Auction (unless previously settled) on THURSDAY, APRIL 26TH, At his Rooms, Temuka, the following:— 2 Milch Cows (perfectly quiet and in good profit) 1 Heifer, and 1 Calf. <box>6 310 162 350</box>
article-paragraph: To a Juror: Of course one much could be expected from the women, but had it been done by a medical man I should say she had displayed gross ignorance. The women no doubt did their best as far as their knowledge went. <box>964 353 1109 394</box>
article-paragraph: The Chairman said questions could be asked when the report and balance-sheet presented by the retiring Committee were read. <box>964 699 1109 724</box>
divider <box>6 1007 162 1009</box>
synopsis-item: C. E. Sherratt, Returning Officer—Important notice re Geraldine Road Board election. <box>331 1023 487 1039</box>
article-paragraph: Mr Thompson (of Pleasant Point) seconded the motion, and it was carried unanimously. <box>655 258 807 274</box>
article-paragraph: The minutes of the last meeting were read and confirmed, and the meeting terminated with a vote of thanks to the Chairman. <box>964 558 1109 582</box>
article-paragraph: The suggestion was adopted, the members to meet Mr Howson on Tuesday week next. <box>655 449 807 465</box>
roadboard-body: TENDERS are invited for the following WORKS:— <box>14 1025 160 1033</box>
article-paragraph: From Mr F. W. Stubbs, Clerk Geraldine County Council, enclosing receipt for £83 17s, amount of subsidy received from Colonial Treasurer on account of rates received for the year 1887-8.—Received and passed to current account. <box>655 643 807 683</box>
roadboard-item: No. 27—Cleaning about 11 Chains of Creek on J. Lowe's Land. <box>6 1054 162 1070</box>
distress2-item: (4) One Portable Copper. <box>6 729 76 737</box>
arrival-item: April 21—Wakatipu, s.s., 1769 tons, Wheeler, from Dunedin. <box>6 107 162 123</box>
article-paragraph: I have made and fixed new side rails on one of the bridges in Jones's Gully and re-erected the protective fence at the Opihi crossing, Waitohi. Both the above had been damaged and the fence at the cutting broken down. <box>813 34 958 74</box>
column-1-advertisements <box>6 34 162 1544</box>
let-note: The Highest or any Tender not necessarily Accepted. <box>14 830 160 838</box>
sailing-item: April 22—Linda Weber, brigantine, 114 tons, Palmer, for Auckland. <box>6 242 162 259</box>
